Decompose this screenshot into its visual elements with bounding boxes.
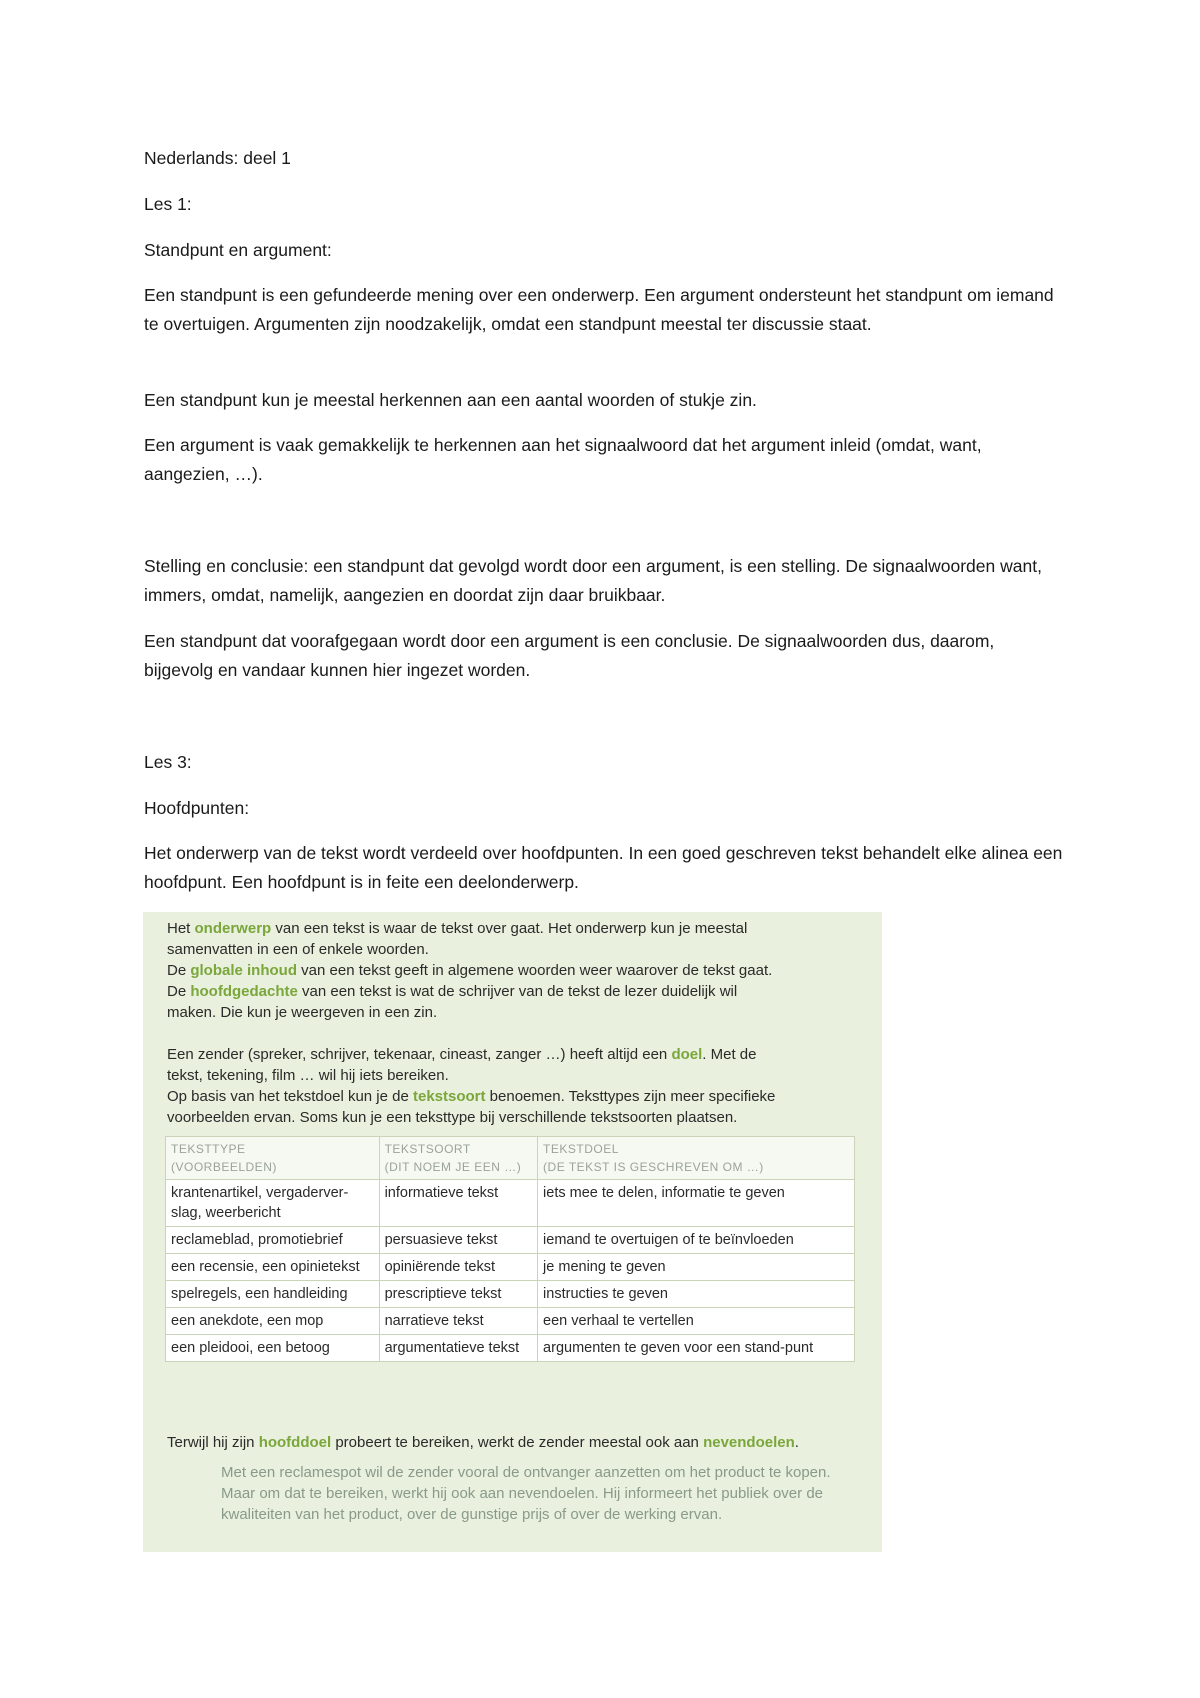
- table-cell: reclameblad, promotiebrief: [166, 1227, 380, 1254]
- table-cell: je mening te geven: [538, 1254, 855, 1281]
- term-globale-inhoud: globale inhoud: [190, 962, 297, 979]
- excerpt-text: [167, 918, 847, 1128]
- tekstsoorten-table: [165, 1136, 855, 1362]
- excerpt-line: De globale inhoud van een tekst geeft in algemene woorden weer waarover de tekst gaat.: [167, 962, 773, 979]
- lesson-3-heading: Les 3:: [144, 752, 192, 772]
- table-row: [166, 1281, 855, 1308]
- table-row: [166, 1335, 855, 1362]
- term-tekstsoort: tekstsoort: [412, 1088, 486, 1105]
- paragraph-conclusie: Een standpunt dat voorafgegaan wordt door een argument is een conclusie. De signaalwoorden dus, daarom, bijgevolg en vandaar kunnen hier ingezet worden.: [144, 631, 995, 680]
- document-title: Nederlands: deel 1: [144, 148, 291, 168]
- standpunt-heading: Standpunt en argument:: [144, 240, 332, 260]
- table-cell: een verhaal te vertellen: [538, 1308, 855, 1335]
- header-tekstdoel: TEKSTDOEL (DE TEKST IS GESCHREVEN OM …): [538, 1137, 855, 1180]
- table-cell: iets mee te delen, informatie te geven: [538, 1180, 855, 1227]
- excerpt-line: De hoofdgedachte van een tekst is wat de schrijver van de tekst de lezer duidelijk wil: [167, 983, 738, 1000]
- paragraph-standpunt-definition: Een standpunt is een gefundeerde mening over een onderwerp. Een argument ondersteunt het standpunt om iemand te overtuigen. Argumenten zijn noodzakelijk, omdat een standpunt meestal ter discussie staat.: [144, 285, 1054, 334]
- table-cell: narratieve tekst: [379, 1308, 537, 1335]
- textbook-excerpt-image: [143, 912, 882, 1552]
- table-cell: instructies te geven: [538, 1281, 855, 1308]
- paragraph-stelling: Stelling en conclusie: een standpunt dat gevolgd wordt door een argument, is een stelling. De signaalwoorden want, immers, omdat, namelijk, aangezien en doordat zijn daar bruikbaar.: [144, 556, 1042, 605]
- table-row: [166, 1227, 855, 1254]
- table-cell: een recensie, een opinietekst: [166, 1254, 380, 1281]
- table-cell: een anekdote, een mop: [166, 1308, 380, 1335]
- paragraph-hoofdpunten: Het onderwerp van de tekst wordt verdeeld over hoofdpunten. In een goed geschreven tekst behandelt elke alinea een hoofdpunt. Een hoofdpunt is in feite een deelonderwerp.: [144, 843, 1063, 892]
- table-cell: argumenten te geven voor een stand-punt: [538, 1335, 855, 1362]
- excerpt-line: tekst, tekening, film … wil hij iets bereiken.: [167, 1067, 449, 1084]
- term-doel: doel: [671, 1046, 703, 1063]
- table-row: [166, 1180, 855, 1227]
- table-row: [166, 1308, 855, 1335]
- paragraph-argument-herkennen: Een argument is vaak gemakkelijk te herkennen aan het signaalwoord dat het argument inleid (omdat, want, aangezien, …).: [144, 435, 982, 484]
- hoofdpunten-heading: Hoofdpunten:: [144, 798, 250, 818]
- table-cell: opiniërende tekst: [379, 1254, 537, 1281]
- paragraph-standpunt-herkennen: Een standpunt kun je meestal herkennen aan een aantal woorden of stukje zin.: [144, 390, 757, 410]
- term-hoofddoel: hoofddoel: [258, 1434, 332, 1451]
- term-nevendoelen: nevendoelen: [703, 1434, 795, 1451]
- table-cell: persuasieve tekst: [379, 1227, 537, 1254]
- excerpt-line: voorbeelden ervan. Soms kun je een teksttype bij verschillende tekstsoorten plaatsen.: [167, 1109, 738, 1126]
- excerpt-line: samenvatten in een of enkele woorden.: [167, 941, 429, 958]
- table-cell: spelregels, een handleiding: [166, 1281, 380, 1308]
- term-hoofdgedachte: hoofdgedachte: [190, 983, 298, 1000]
- table-cell: krantenartikel, vergaderver-slag, weerbericht: [166, 1180, 380, 1227]
- header-tekstsoort: TEKSTSOORT (DIT NOEM JE EEN …): [379, 1137, 537, 1180]
- excerpt-line: Het onderwerp van een tekst is waar de tekst over gaat. Het onderwerp kun je meestal: [167, 920, 748, 937]
- table-cell: iemand te overtuigen of te beïnvloeden: [538, 1227, 855, 1254]
- excerpt-line: Een zender (spreker, schrijver, tekenaar, cineast, zanger …) heeft altijd een doel. Met de: [167, 1046, 757, 1063]
- term-onderwerp: onderwerp: [194, 920, 272, 937]
- table-row: [166, 1254, 855, 1281]
- table-cell: prescriptieve tekst: [379, 1281, 537, 1308]
- excerpt-line: maken. Die kun je weergeven in een zin.: [167, 1004, 438, 1021]
- excerpt-line: Op basis van het tekstdoel kun je de tekstsoort benoemen. Teksttypes zijn meer specifieke: [167, 1088, 776, 1105]
- excerpt-example: Met een reclamespot wil de zender vooral de ontvanger aanzetten om het product te kopen. Maar om dat te bereiken, werkt hij ook aan nevendoelen. Hij informeert het publiek over de kwaliteiten van het product, over de gunstige prijs of over de werking ervan.: [221, 1464, 831, 1523]
- lesson-1-heading: Les 1:: [144, 194, 192, 214]
- excerpt-footer: Terwijl hij zijn hoofddoel probeert te bereiken, werkt de zender meestal ook aan nevendoelen.: [167, 1434, 799, 1451]
- table-cell: argumentatieve tekst: [379, 1335, 537, 1362]
- header-teksttype: TEKSTTYPE (VOORBEELDEN): [166, 1137, 380, 1180]
- table-cell: een pleidooi, een betoog: [166, 1335, 380, 1362]
- table-header-row: [166, 1137, 855, 1180]
- table-cell: informatieve tekst: [379, 1180, 537, 1227]
